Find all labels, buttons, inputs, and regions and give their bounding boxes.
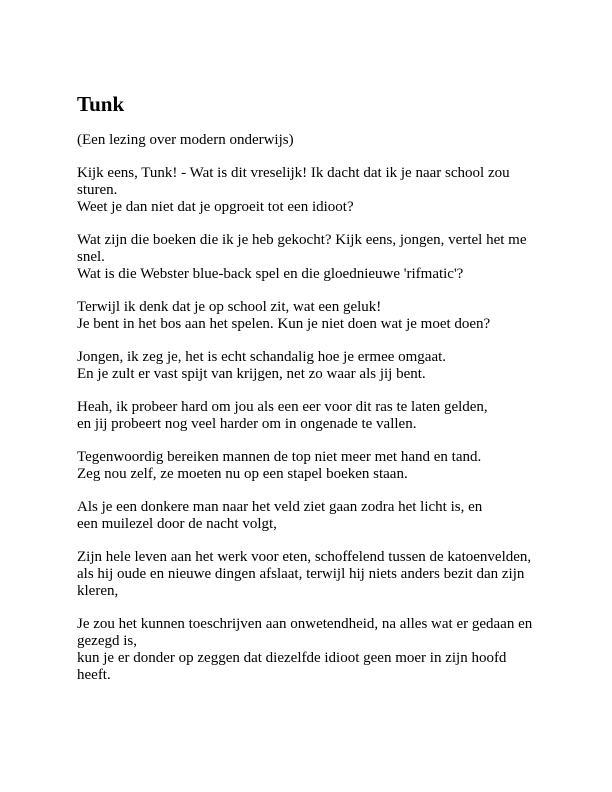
stanza-line: een muilezel door de nacht volgt,: [77, 516, 277, 532]
stanza-4: [77, 349, 537, 383]
stanza-2: [77, 232, 537, 283]
stanza-line: Tegenwoordig bereiken mannen de top niet meer met hand en tand.: [77, 449, 482, 465]
document-page: [77, 92, 537, 700]
stanza-8: [77, 549, 537, 600]
stanza-line: Als je een donkere man naar het veld ziet gaan zodra het licht is, en: [77, 499, 483, 515]
stanza-line: Heah, ik probeer hard om jou als een eer voor dit ras te laten gelden,: [77, 399, 488, 415]
stanza-line: Wat zijn die boeken die ik je heb gekocht? Kijk eens, jongen, vertel het me snel.: [77, 232, 527, 265]
stanza-3: [77, 299, 537, 333]
stanza-line: Je zou het kunnen toeschrijven aan onwetendheid, na alles wat er gedaan en gezegd is,: [77, 616, 533, 649]
stanza-line: Jongen, ik zeg je, het is echt schandalig hoe je ermee omgaat.: [77, 349, 447, 365]
stanza-line: Zeg nou zelf, ze moeten nu op een stapel boeken staan.: [77, 466, 408, 482]
stanza-line: Wat is die Webster blue-back spel en die gloednieuwe 'rifmatic'?: [77, 266, 464, 282]
stanza-line: Weet je dan niet dat je opgroeit tot een idioot?: [77, 199, 354, 215]
poem-subtitle: (Een lezing over modern onderwijs): [77, 132, 294, 148]
poem-title: Tunk: [77, 92, 125, 116]
stanza-line: Je bent in het bos aan het spelen. Kun je niet doen wat je moet doen?: [77, 316, 491, 332]
stanza-9: [77, 616, 537, 684]
stanza-6: [77, 449, 537, 483]
stanza-line: Terwijl ik denk dat je op school zit, wat een geluk!: [77, 299, 382, 315]
stanza-5: [77, 399, 537, 433]
stanza-line: Zijn hele leven aan het werk voor eten, schoffelend tussen de katoenvelden,: [77, 549, 532, 565]
stanza-1: [77, 165, 537, 216]
stanza-line: Kijk eens, Tunk! - Wat is dit vreselijk! Ik dacht dat ik je naar school zou sturen.: [77, 165, 510, 198]
stanza-line: En je zult er vast spijt van krijgen, net zo waar als jij bent.: [77, 366, 426, 382]
stanza-7: [77, 499, 537, 533]
stanza-line: en jij probeert nog veel harder om in ongenade te vallen.: [77, 416, 417, 432]
stanza-line: als hij oude en nieuwe dingen afslaat, terwijl hij niets anders bezit dan zijn kleren,: [77, 566, 525, 599]
stanza-line: kun je er donder op zeggen dat diezelfde idioot geen moer in zijn hoofd heeft.: [77, 650, 507, 683]
